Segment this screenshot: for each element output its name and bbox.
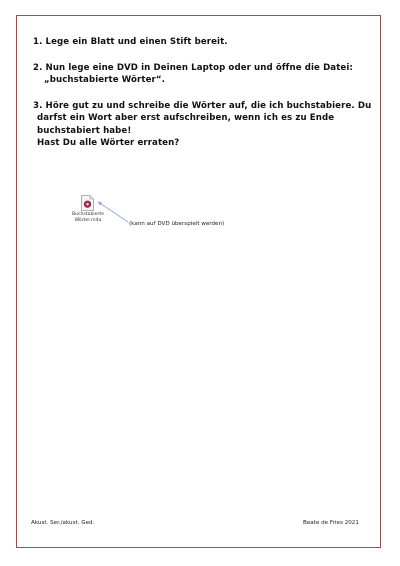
step-3-line-4: Hast Du alle Wörter erraten? <box>37 138 180 148</box>
instructions <box>33 36 373 163</box>
file-name[interactable]: Buchstabierte Wörter.m4a <box>71 212 105 223</box>
step-3-line-1: 3. Höre gut zu und schreibe die Wörter auf, die ich buchstabiere. Du <box>33 100 372 111</box>
step-3 <box>33 100 373 150</box>
step-2-line-1: 2. Nun lege eine DVD in Deinen Laptop oder und öffne die Datei: <box>33 62 353 73</box>
step-1-line: 1. Lege ein Blatt und einen Stift bereit. <box>33 37 228 47</box>
step-1 <box>33 36 373 49</box>
footer-right: Beate de Fries 2021 <box>303 520 359 526</box>
step-3-line-2: darfst ein Wort aber erst aufschreiben, wenn ich es zu Ende <box>37 113 335 123</box>
arrow-icon <box>96 200 130 224</box>
step-3-line-3: buchstabiert habe! <box>37 125 132 136</box>
audio-file-icon[interactable] <box>81 195 94 211</box>
step-2 <box>33 62 373 87</box>
dvd-note: (kann auf DVD überspielt werden) <box>129 221 225 227</box>
step-2-line-2: „buchstabierte Wörter“. <box>44 75 165 85</box>
footer-left: Akust. Ser./akust. Ged. <box>31 520 95 526</box>
